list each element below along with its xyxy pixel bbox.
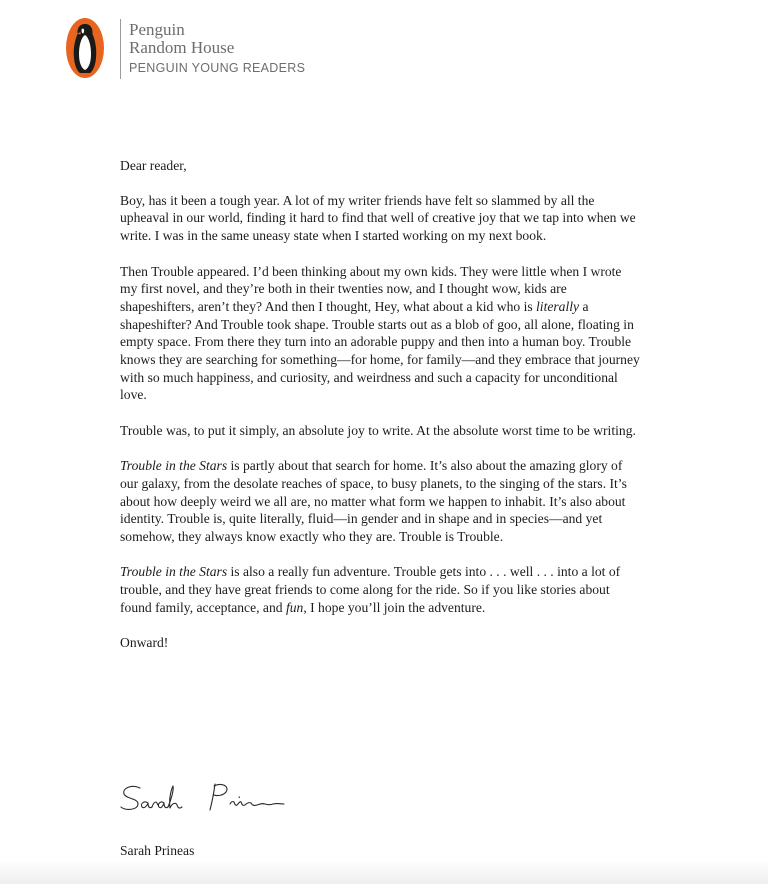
- salutation: Dear reader,: [120, 158, 187, 173]
- paragraph-2: [120, 263, 640, 405]
- brand-line-penguin: Penguin: [129, 20, 185, 39]
- book-title: Trouble in the Stars: [120, 458, 228, 474]
- brand-imprint: PENGUIN YOUNG READERS: [129, 61, 306, 75]
- brand-text: [129, 17, 305, 75]
- paragraph-1: Boy, has it been a tough year. A lot of my writer friends have felt so slammed by all the upheaval in our world, finding it hard to find that well of creative joy that we tap into when we write. I was in the same uneasy state when I started working on my next book.: [120, 192, 636, 244]
- emphasis-literally: literally: [536, 298, 580, 314]
- paragraph-2-text-a: Then Trouble appeared. I’d been thinking about my own kids. They were little when I wrote my first novel, and they’re both in their twenties now, and I thought wow, kids are shapeshifters, aren’t they? And then I thought, Hey, what about a kid who is: [120, 263, 622, 314]
- paragraph-4: [120, 457, 640, 546]
- paragraph-5: [120, 563, 640, 616]
- paragraph-2-text-b: a shapeshifter? And Trouble took shape. Trouble starts out as a blob of goo, all alone, floating in empty space. From there they turn into an adorable puppy and then into a human boy. Trouble knows they are searching for something—for home, for family—and they embrace that journey with so much happiness, and curiosity, and weirdness and such a capacity for unconditional love.: [120, 298, 640, 403]
- paragraph-4-text: is partly about that search for home. It’s also about the amazing glory of our galaxy, from the desolate reaches of space, to busy planets, to the singing of the stars. It’s about how deeply weird we all are, no matter what form we happen to inhabit. It’s also about identity. Trouble is, quite literally, fluid—in gender and in shape and in species—and yet somehow, they always know exactly who they are. Trouble is Trouble.: [120, 458, 627, 545]
- paragraph-5-text-b: , I hope you’ll join the adventure.: [303, 599, 486, 615]
- book-title: Trouble in the Stars: [120, 564, 228, 580]
- closing: Onward!: [120, 635, 169, 651]
- brand-line-random-house: Random House: [129, 38, 235, 57]
- letter-body: [120, 157, 640, 670]
- signer-name: Sarah Prineas: [120, 843, 195, 858]
- penguin-logo-icon: [66, 18, 104, 78]
- handwritten-signature: [118, 778, 298, 820]
- paragraph-3: Trouble was, to put it simply, an absolute joy to write. At the absolute worst time to be writing.: [120, 422, 636, 438]
- letterhead: [66, 17, 305, 81]
- logo-divider: [120, 19, 121, 79]
- emphasis-fun: fun: [285, 599, 304, 615]
- scan-shadow: [0, 860, 768, 884]
- paragraph-5-text-a: is also a really fun adventure. Trouble gets into . . . well . . . into a lot of trouble, and they have great friends to come along for the ride. So if you like stories about found family, acceptance, and: [120, 564, 621, 615]
